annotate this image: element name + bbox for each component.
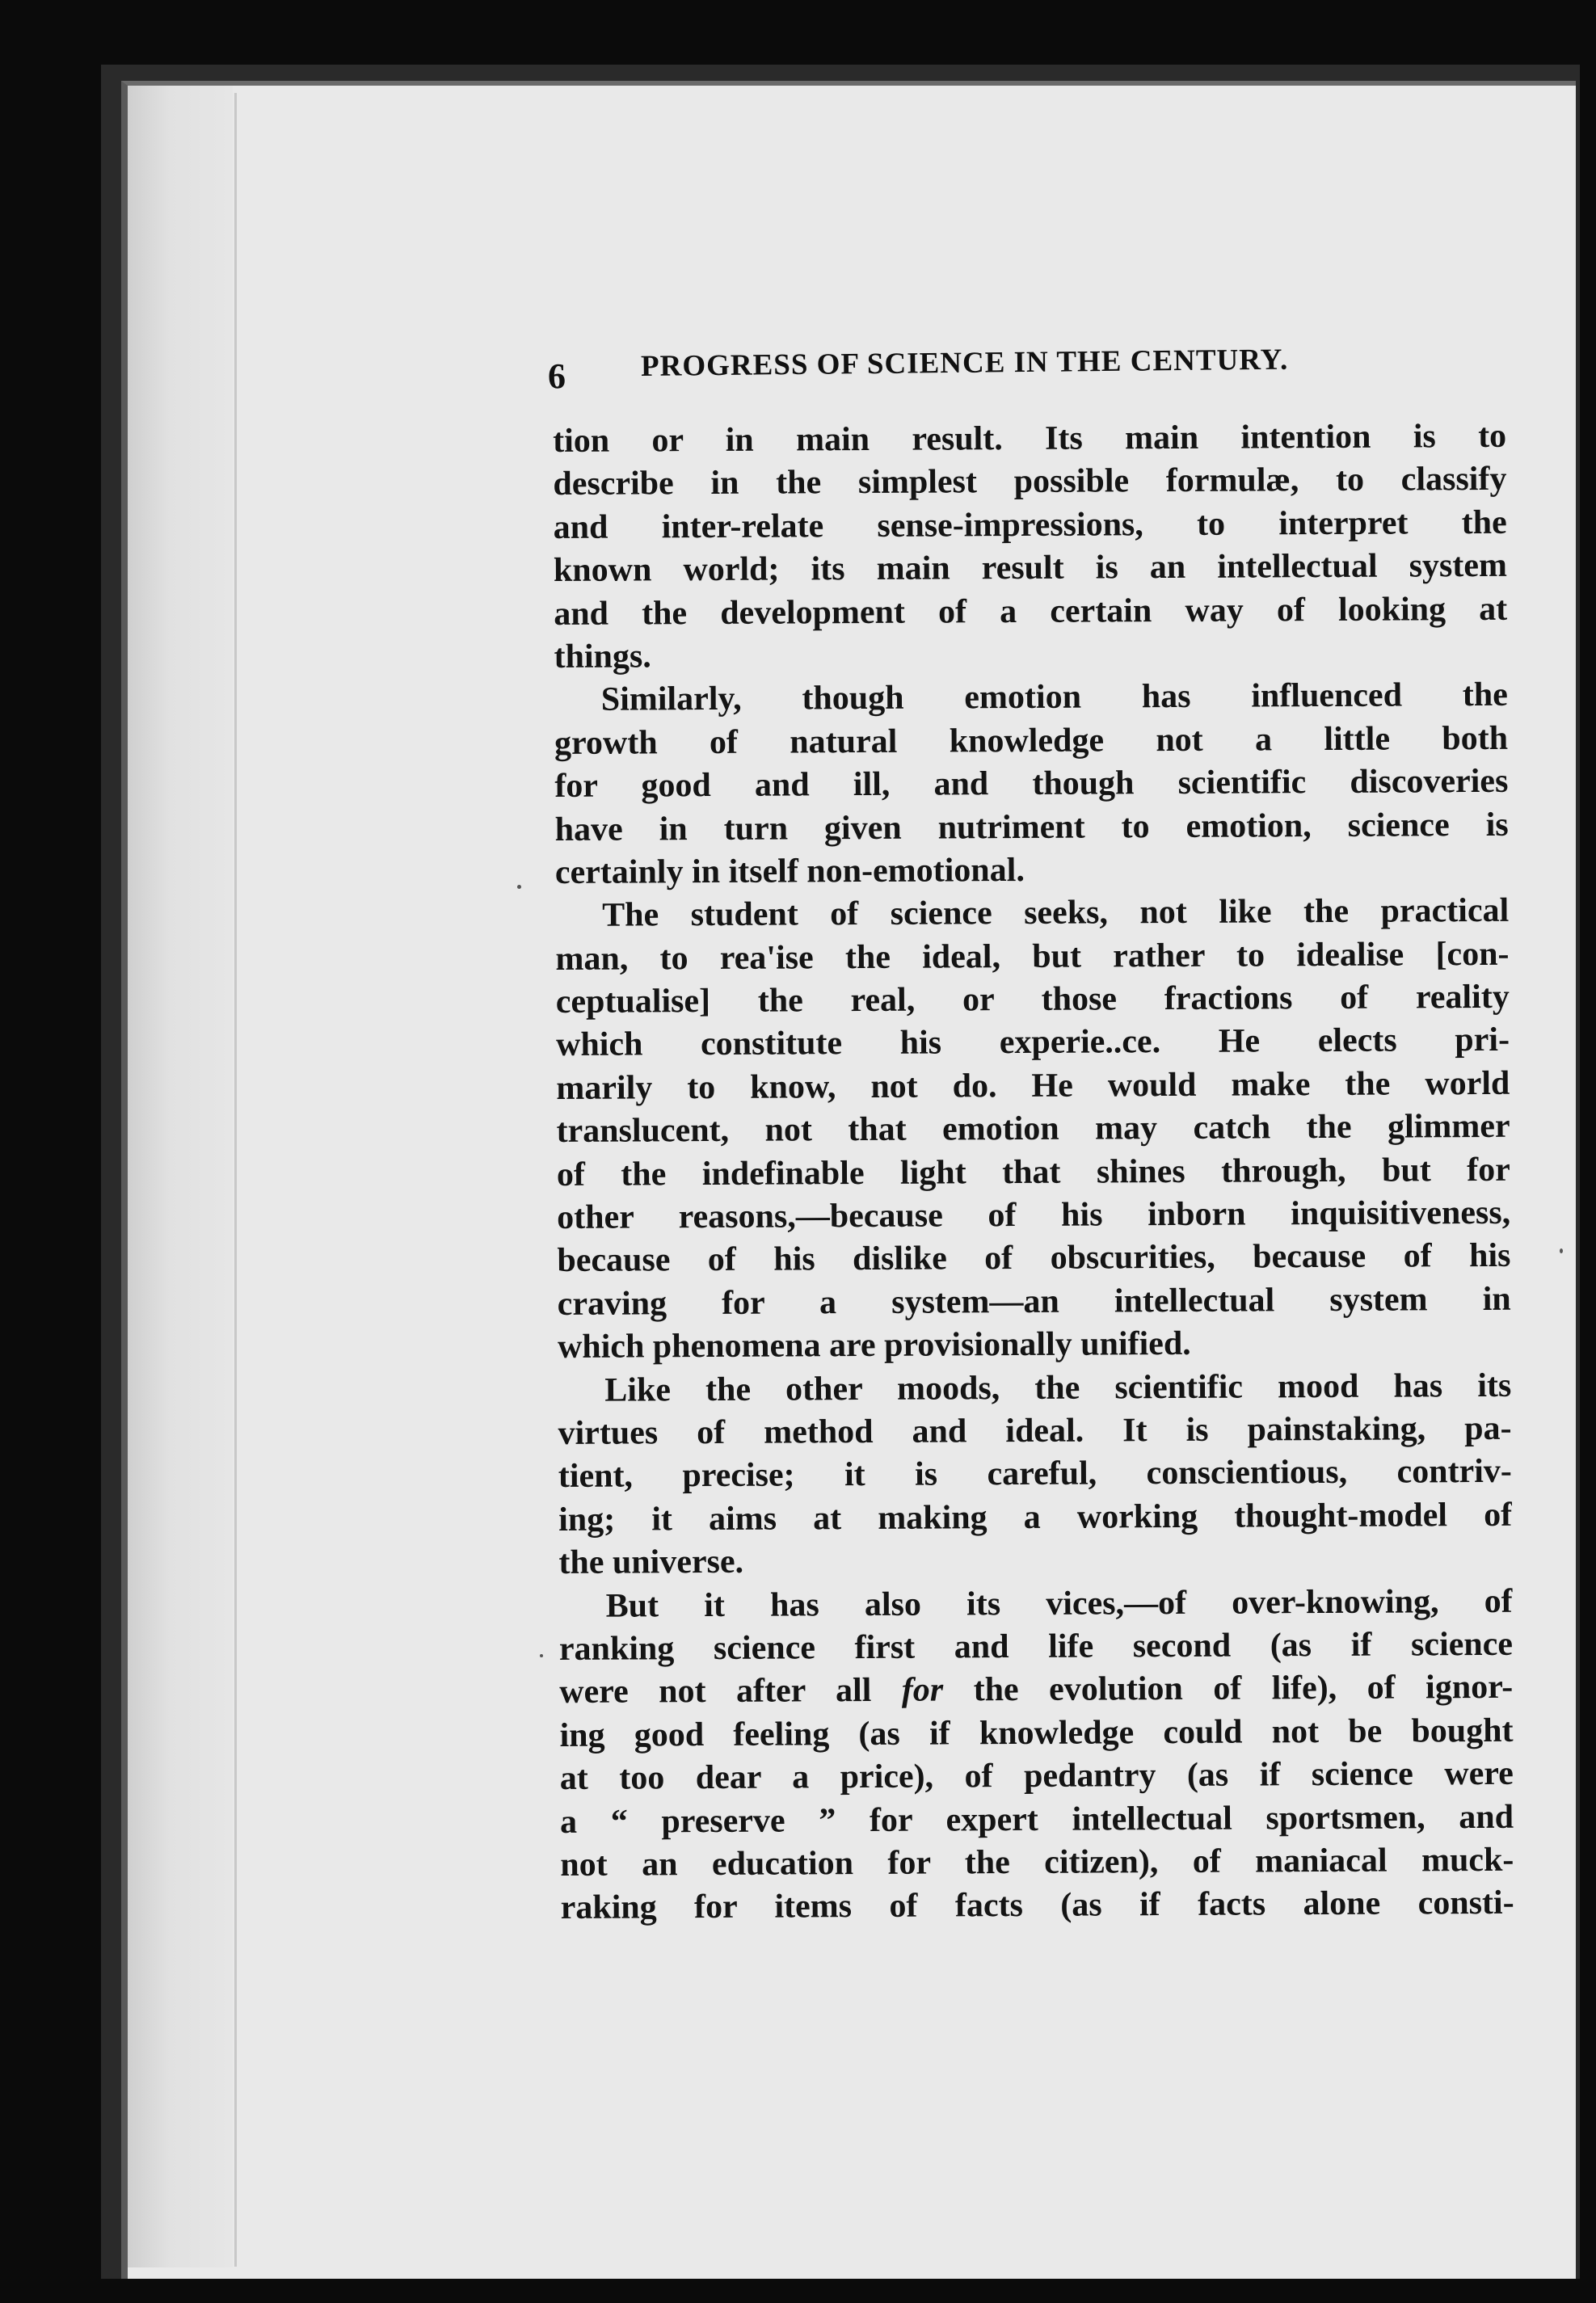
- text-line: and the development of a certain way of looking at: [554, 590, 1508, 633]
- gutter-fold-line: [234, 93, 237, 2267]
- text-line: which constitute his experie..ce. He elects pri-: [555, 1021, 1510, 1064]
- text-line: ranking science first and life second (as if science: [558, 1625, 1514, 1668]
- text-line: certainly in itself non-emotional.: [554, 851, 1025, 891]
- text-line: known world; its main result is an intellectual system: [553, 546, 1508, 590]
- text-run: were not after all: [559, 1672, 902, 1711]
- text-line: ing good feeling (as if knowledge could not be bought: [559, 1711, 1514, 1754]
- text-line: tion or in main result. Its main intention is to: [553, 417, 1507, 460]
- text-line: ing; it aims at making a working thought-model of: [558, 1496, 1513, 1539]
- text-line: the universe.: [558, 1543, 744, 1582]
- text-line: and inter-relate sense-impressions, to interpret the: [553, 503, 1507, 546]
- text-line: translucent, not that emotion may catch the glimmer: [556, 1108, 1510, 1151]
- page-header: [548, 343, 1493, 398]
- text-line: craving for a system—an intellectual system in: [557, 1280, 1511, 1323]
- text-line: growth of natural knowledge not a little both: [554, 719, 1509, 762]
- text-line: marily to know, not do. He would make the world: [556, 1064, 1510, 1107]
- text-line: man, to rea'ise the ideal, but rather to idealise [con-: [555, 935, 1510, 978]
- text-line: have in turn given nutriment to emotion, science is: [554, 806, 1509, 848]
- text-line: describe in the simplest possible formulæ, to classify: [553, 461, 1507, 503]
- text-line: [559, 1666, 1513, 1715]
- text-line: at too dear a price), of pedantry (as if science were: [559, 1754, 1514, 1798]
- text-line: which phenomena are provisionally unified.: [557, 1325, 1191, 1366]
- scan-speck: [1560, 1248, 1563, 1253]
- text-line: because of his dislike of obscurities, because of his: [557, 1237, 1511, 1280]
- running-head: PROGRESS OF SCIENCE IN THE CENTURY.: [640, 343, 1289, 383]
- text-line: The student of science seeks, not like the practical: [602, 892, 1510, 934]
- text-line: Similarly, though emotion has influenced the: [600, 676, 1508, 719]
- text-line: not an education for the citizen), of maniacal muck-: [560, 1841, 1514, 1884]
- text-line: virtues of method and ideal. It is painstaking, pa-: [558, 1409, 1512, 1452]
- text-line: a “ preserve ” for expert intellectual sportsmen, and: [559, 1798, 1514, 1841]
- text-line: ceptualise] the real, or those fractions of reality: [555, 978, 1510, 1021]
- text-line: But it has also its vices,—of over-knowing, of: [605, 1582, 1513, 1625]
- text-line: Like the other moods, the scientific mood has its: [604, 1366, 1512, 1409]
- text-line: other reasons,—because of his inborn inquisitiveness,: [557, 1194, 1511, 1237]
- page-gutter: [128, 86, 233, 2267]
- page-number: 6: [548, 356, 566, 396]
- text-line: of the indefinable light that shines through, but for: [556, 1151, 1510, 1194]
- text-run: the evolution of life), of ignor-: [943, 1669, 1514, 1709]
- body-text: [553, 415, 1514, 1947]
- text-line: tient, precise; it is careful, conscientious, contriv-: [558, 1453, 1512, 1496]
- scan-speck: [540, 1654, 543, 1657]
- text-line: raking for items of facts (as if facts alone consti-: [560, 1884, 1514, 1927]
- italic-word: for: [901, 1671, 944, 1710]
- text-line: for good and ill, and though scientific discoveries: [554, 762, 1509, 806]
- scan-speck: [517, 885, 521, 889]
- text-line: things.: [554, 638, 651, 676]
